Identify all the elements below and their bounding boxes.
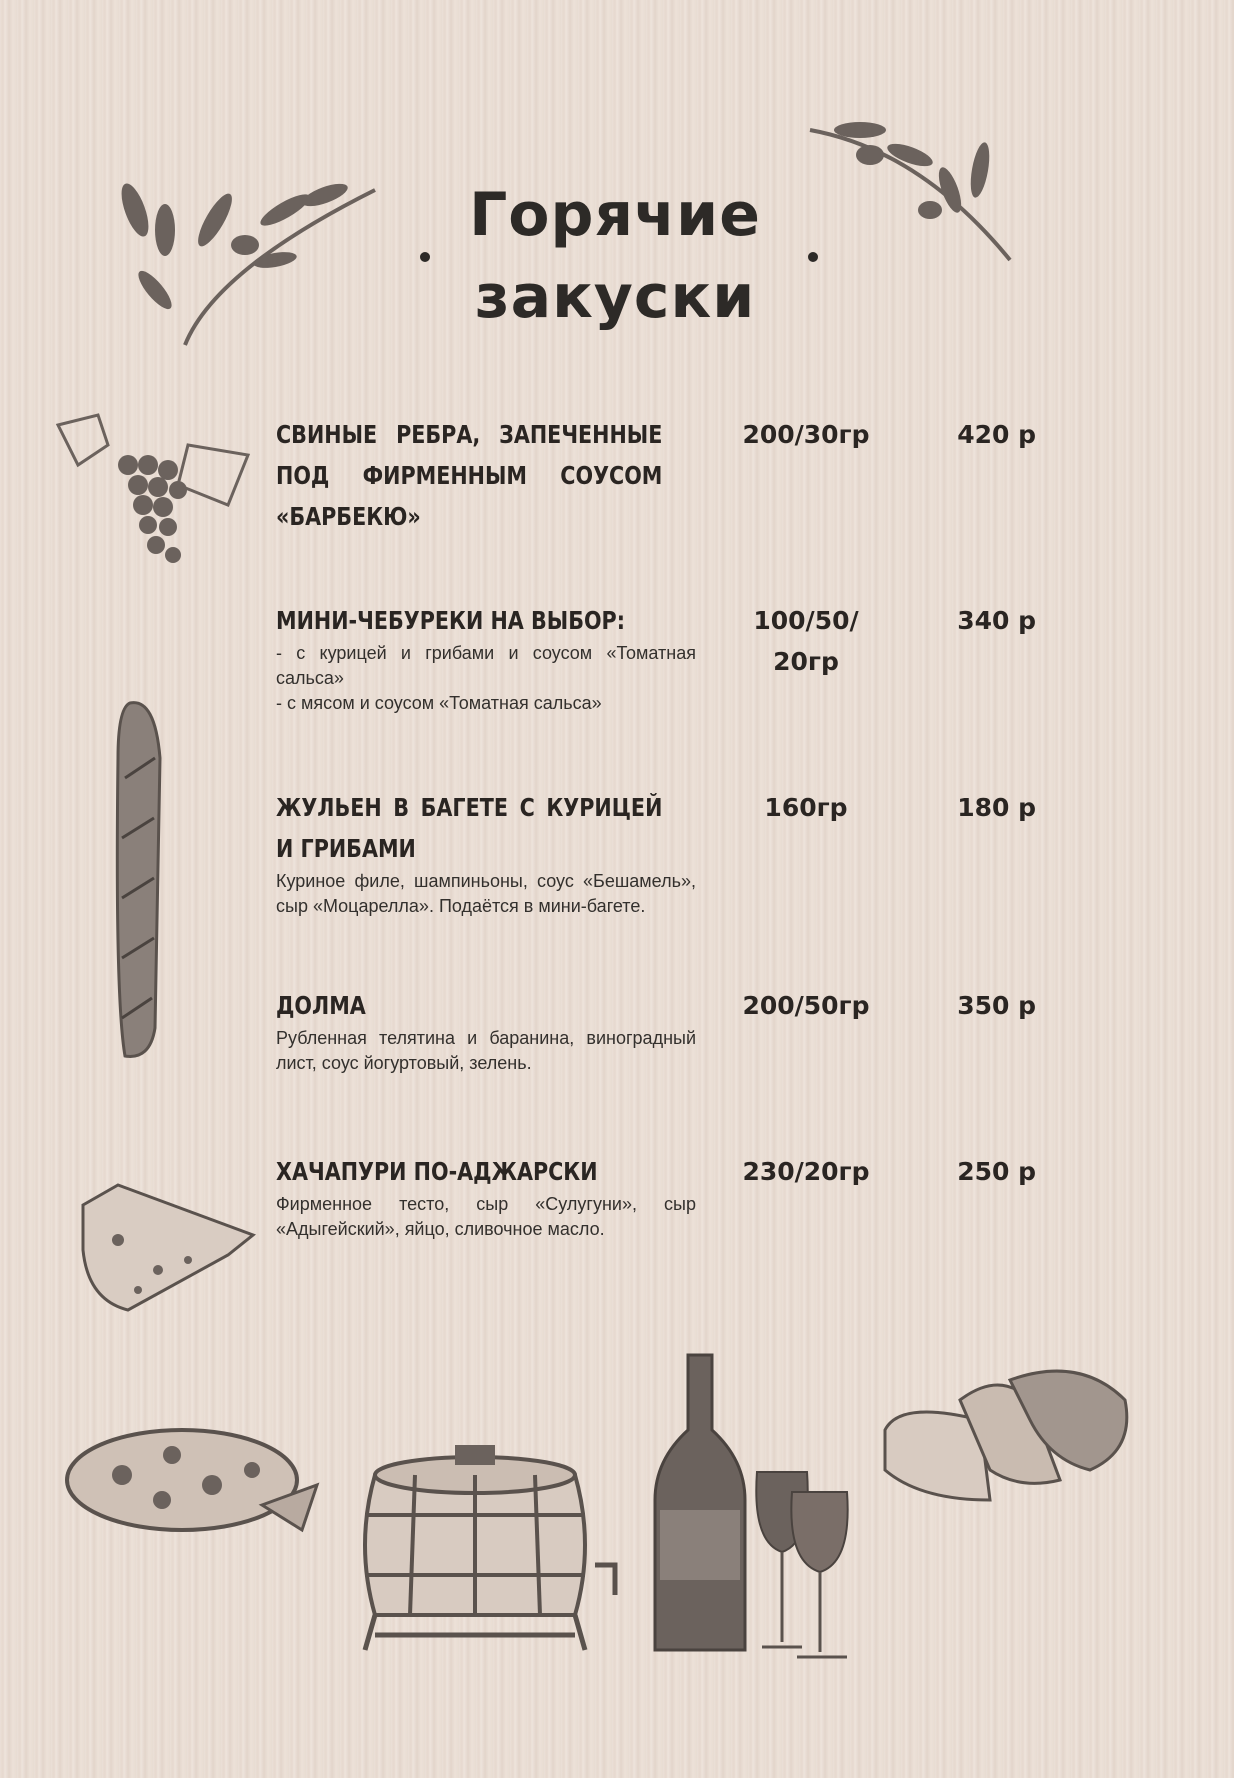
title-line-2: закуски: [474, 262, 756, 332]
item-price: 340 р: [957, 606, 1036, 635]
item-name: ДОЛМА: [276, 991, 366, 1020]
item-price: 350 р: [957, 991, 1036, 1020]
item-weight: 230/20гр: [742, 1157, 870, 1186]
menu-item: [276, 985, 1036, 1076]
barrel-icon: [355, 1435, 635, 1655]
item-desc: Фирменное тесто, сыр «Сулугуни», сыр «Адыгейский», яйцо, сливочное масло.: [276, 1194, 696, 1239]
item-weight: 160гр: [764, 793, 848, 822]
item-name: ХАЧАПУРИ ПО-АДЖАРСКИ: [276, 1157, 598, 1186]
item-price: 250 р: [957, 1157, 1036, 1186]
item-price: 420 р: [957, 420, 1036, 449]
item-desc: Куриное филе, шампиньоны, соус «Бешамель», сыр «Моцарелла». Подаётся в мини-багете.: [276, 871, 696, 916]
item-desc: Рубленная телятина и баранина, виноградный лист, соус йогуртовый, зелень.: [276, 1028, 696, 1073]
item-desc: - с курицей и грибами и соусом «Томатная сальса»: [276, 643, 696, 688]
item-weight: 100/50/ 20гр: [753, 606, 859, 676]
grapes-icon: [48, 405, 258, 575]
olive-branch-right-icon: [800, 110, 1020, 270]
item-price: 180 р: [957, 793, 1036, 822]
pizza-icon: [62, 1425, 322, 1535]
olive-branch-left-icon: [95, 150, 385, 350]
item-name: ЖУЛЬЕН В БАГЕТЕ С КУРИЦЕЙ И ГРИБАМИ: [276, 793, 663, 863]
bread-icon: [880, 1360, 1135, 1510]
title-dot-left: [420, 252, 430, 262]
item-desc: - с мясом и соусом «Томатная сальса»: [276, 693, 602, 713]
baguette-icon: [110, 698, 170, 1063]
cheese-icon: [78, 1180, 258, 1315]
title-line-1: Горячие: [469, 180, 761, 250]
item-weight: 200/50гр: [742, 991, 870, 1020]
item-name: МИНИ-ЧЕБУРЕКИ НА ВЫБОР:: [276, 606, 625, 635]
item-name: СВИНЫЕ РЕБРА, ЗАПЕЧЕННЫЕ ПОД ФИРМЕННЫМ СОУСОМ «БАРБЕКЮ»: [276, 420, 663, 531]
menu-item: [276, 787, 1036, 919]
wine-bottle-icon: [650, 1350, 750, 1660]
item-weight: 200/30гр: [742, 420, 870, 449]
menu-item: [276, 1151, 1036, 1242]
wine-glasses-icon: [752, 1462, 872, 1662]
menu-item: [276, 600, 1036, 716]
menu-item: [276, 414, 1036, 537]
